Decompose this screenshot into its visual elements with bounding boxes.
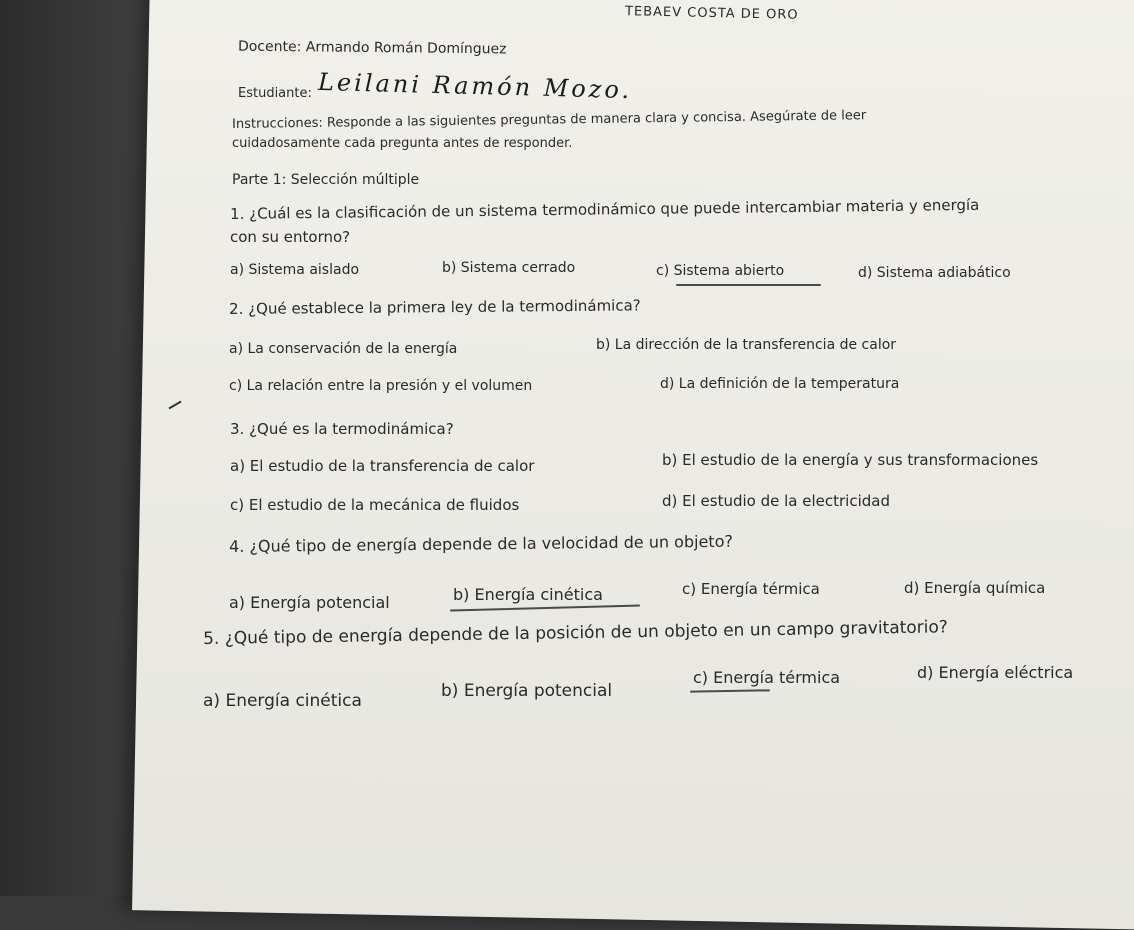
question-1-option-b: b) Sistema cerrado: [442, 260, 576, 276]
pen-mark: [168, 401, 181, 410]
question-3-option-b: b) El estudio de la energía y sus transformaciones: [662, 451, 1039, 469]
question-5-option-b: b) Energía potencial: [441, 681, 613, 701]
student-label: Estudiante:: [238, 86, 312, 101]
question-5-text: 5. ¿Qué tipo de energía depende de la posición de un objeto en un campo gravitatorio?: [203, 617, 949, 649]
answer-mark-q4: [450, 605, 640, 612]
student-handwritten-name: Leilani Ramón Mozo.: [317, 67, 633, 105]
question-2-text: 2. ¿Qué establece la primera ley de la termodinámica?: [229, 296, 641, 318]
question-1-option-d: d) Sistema adiabático: [858, 265, 1011, 281]
question-4-option-d: d) Energía química: [904, 579, 1046, 597]
question-4-option-b: b) Energía cinética: [453, 585, 603, 604]
question-5-option-c: c) Energía térmica: [693, 668, 841, 687]
question-4-option-c: c) Energía térmica: [682, 580, 820, 598]
question-2-option-b: b) La dirección de la transferencia de calor: [596, 337, 897, 353]
answer-mark-q5: [690, 689, 770, 692]
question-4-option-a: a) Energía potencial: [229, 593, 390, 612]
question-3-option-a: a) El estudio de la transferencia de calor: [230, 457, 535, 475]
question-3-option-c: c) El estudio de la mecánica de fluidos: [230, 496, 520, 514]
question-1-text-cont: con su entorno?: [230, 228, 351, 246]
question-5-option-a: a) Energía cinética: [203, 691, 362, 711]
question-4-text: 4. ¿Qué tipo de energía depende de la velocidad de un objeto?: [229, 531, 734, 556]
question-1-option-c: c) Sistema abierto: [656, 263, 785, 279]
part-title: Parte 1: Selección múltiple: [232, 172, 420, 188]
instructions-line-2: cuidadosamente cada pregunta antes de responder.: [232, 136, 573, 151]
question-5-option-d: d) Energía eléctrica: [917, 663, 1074, 682]
question-1-option-a: a) Sistema aislado: [230, 262, 360, 278]
question-1-text: 1. ¿Cuál es la clasificación de un sistema termodinámico que puede intercambiar materia y energía: [230, 195, 980, 223]
question-3-option-d: d) El estudio de la electricidad: [662, 492, 891, 510]
instructions-line-1: Instrucciones: Responde a las siguientes preguntas de manera clara y concisa. Asegúrate de leer: [232, 108, 867, 132]
question-2-option-c: c) La relación entre la presión y el volumen: [229, 378, 533, 394]
question-3-text: 3. ¿Qué es la termodinámica?: [230, 420, 454, 438]
question-2-option-a: a) La conservación de la energía: [229, 341, 458, 357]
question-2-option-d: d) La definición de la temperatura: [660, 376, 900, 392]
school-name: TEBAEV COSTA DE ORO: [624, 4, 799, 23]
teacher-name: Docente: Armando Román Domínguez: [237, 38, 507, 58]
answer-mark-q1: [676, 284, 821, 286]
